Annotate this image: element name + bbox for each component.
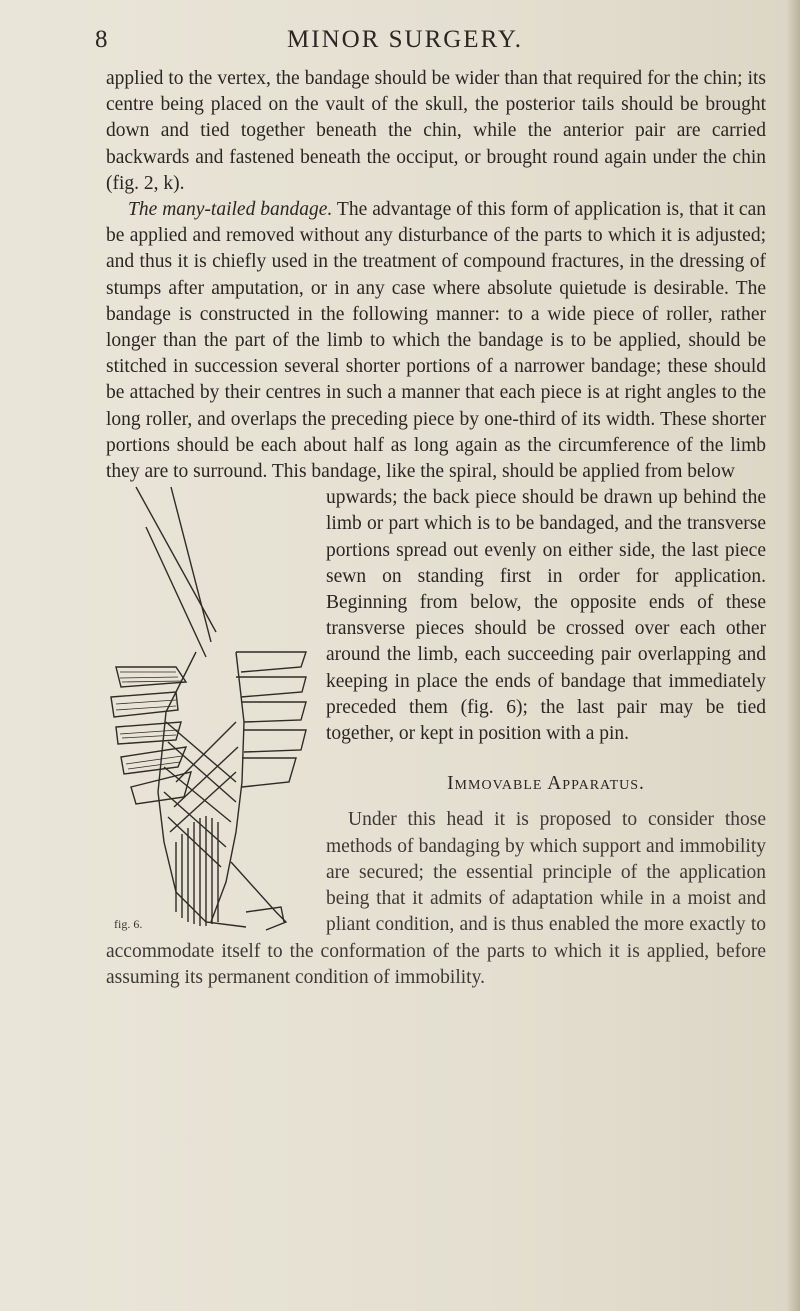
page-number: 8 [95, 26, 108, 53]
paragraph-continued: applied to the vertex, the bandage should be wider than that required for the chin; its centre being placed on the vault of the skull, the posterior tails should be brought down and tied together beneath the chin, while the anterior pair are carried backwards and fastened beneath the occiput, or brought round again under the chin (fig. 2, k). [106, 68, 766, 194]
page-header [95, 26, 715, 56]
running-head: MINOR SURGERY. [287, 26, 523, 53]
paragraph-body: The advantage of this form of application is, that it can be applied and removed without any disturbance of the parts to which it is adjusted; and thus it is chiefly used in the treatment of compound fractures, in the dressing of stumps after amputation, or in any case where absolute quietude is desirable. The bandage is constructed in the following manner: to a wide piece of roller, rather longer than the part of the limb to which the bandage is to be applied, should be stitched in succession several shorter portions of a narrower bandage; these should be attached by their centres in such a manner that each piece is at right angles to the long roller, and overlaps the preceding piece by one-third of its width. These shorter portions should be each about half as long again as the circumference of the limb they are to surround. This bandage, like the spiral, should be applied from below upwards; the back piece should be drawn up behind the limb or part which is to be bandaged, and the transverse portions spread out evenly on either side, the last piece sewn on standing first in order for application. Beginning from below, the opposite ends of these transverse pieces should be crossed over each other around the limb, each succeeding pair overlapping and keeping in place the ends of bandage that immediately preceded them (fig. 6); the last pair may be tied together, or kept in position with a pin. [106, 199, 766, 744]
paragraph-title: The many-tailed bandage. [128, 199, 333, 221]
limb-outline [211, 652, 244, 922]
figure-caption: fig. 6. [114, 917, 143, 931]
many-tailed-bandage-illustration [106, 482, 318, 950]
figure-6 [106, 482, 318, 950]
limb-outline [158, 652, 246, 927]
paragraph-immovable: Under this head it is proposed to consider those methods of bandaging by which support and immobility are secured; the essential principle of the application being that it admits of adaptation while in a moist and pliant condition, and is thus enabled the more exactly to accommodate itself to the conformation of the parts to which it is applied, before assuming its permanent condition of immobility. [106, 809, 766, 988]
tail-line [146, 527, 206, 657]
section-heading: Immovable Apparatus. [447, 773, 645, 795]
page-edge-shadow [786, 0, 800, 1311]
tail-line [171, 487, 211, 642]
